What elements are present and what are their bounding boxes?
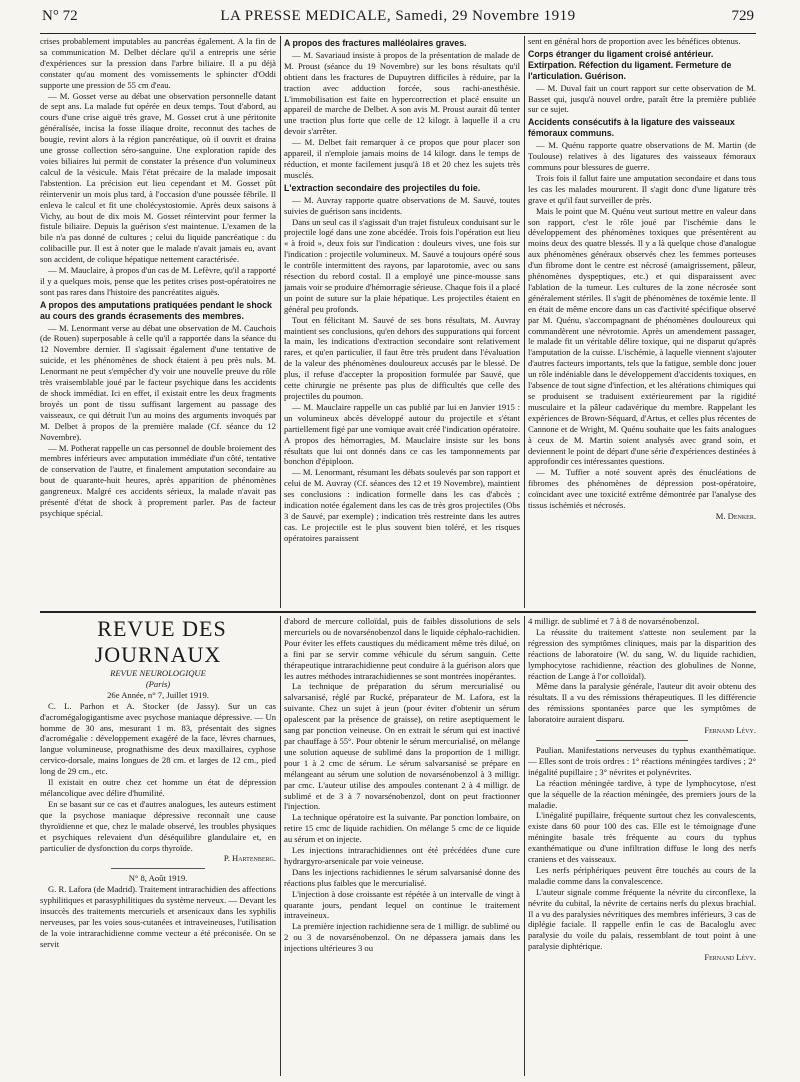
paragraph: Paulian. Manifestations nerveuses du typhus exanthématique. — Elles sont de trois ordres : 1° réactions méningées tardives ; 2° inégalité pupillaire ; 3° névrites et polynévrites.	[528, 744, 756, 777]
author-signature: Fernand Lévy.	[704, 725, 756, 736]
paragraph: C. L. Parhon et A. Stocker (de Jassy). Sur un cas d'acromégalogigantisme avec psychose maniaque dépressive. — Un homme de 30 ans, mesurant 1 m. 83, présentait des signes d'acromégalie : développement exagéré de la face, lèvres charnues, langue volumineuse, prognathisme des deux maxillaires, cyphose cervico-dorsale, mains longues de 28 cm. et larges de 12 cm., pied long de 29 cm., etc.	[40, 700, 276, 777]
paragraph: Il existait en outre chez cet homme un état de dépression mélancolique avec délire d'humilité.	[40, 777, 276, 798]
paragraph: Dans les injections rachidiennes le sérum salvarsanisé donne des réactions plus faibles que le mercurialisé.	[284, 866, 520, 888]
divider	[596, 740, 687, 741]
column-divider	[524, 36, 525, 608]
paragraph: G. R. Lafora (de Madrid). Traitement intrarachidien des affections syphilitiques et parasyphilitiques du système nerveux. — Devant les insuccès des traitements mercuriels et arsenicaux dans les syphilis nerveuses, par les voies sous-cutanées et intraveineuses, l'utilisation de la voie intrarachidienne comme vecteur a été préconisée. On se servit	[40, 884, 276, 949]
section-heading: A propos des amputations pratiquées pendant le shock au cours des grands écrasements des membres.	[40, 299, 272, 321]
paragraph: 4 milligr. de sublimé et 7 à 8 de novarsénobenzol.	[528, 616, 700, 626]
paragraph: — M. Savariaud insiste à propos de la présentation de malade de M. Proust (séance du 19 Novembre) sur les bons résultats qu'il obtient dans les fractures de Dupuytren difficiles à réduire, par la traction avec adduction forcée, sous rachi-anesthésie. L'immobilisation est faite en hypercorrection et placé ensuite un appareil de marche de Delbet. A son avis M. Proust aurait dû tenter une traction plus forte que celle de 12 kilogr. à laquelle il a cru devoir s'arrêter.	[284, 49, 520, 137]
paragraph: L'inégalité pupillaire, fréquente surtout chez les convalescents, existe dans 60 pour 100 des cas. Elle est le témoignage d'une méningite basale très fréquente au cours du typhus exanthématique ou d'une infiltration diffuse le long des nerfs craniens et des vaisseaux.	[528, 810, 756, 865]
header-rule	[40, 33, 756, 34]
page-header	[36, 0, 760, 32]
paragraph: La technique opératoire est la suivante. Par ponction lombaire, on retire 15 cmc de liquide rachidien. On mélange 5 cmc de ce liquide au sérum et on injecte.	[284, 812, 520, 845]
paragraph: L'auteur signale comme fréquente la névrite du circonflexe, la névrite du cubital, la névrite de certains nerfs du plexus brachial. Il a vu des paralysies névritiques des membres inférieurs, 3 cas de diplégie faciale. Il rappelle enfin le cas de Bacaloglu avec paralysie du voile du palais, ressemblant de tout point à une paralysie diphtérique.	[528, 886, 756, 952]
paragraph: — M. Mauclaire rappelle un cas publié par lui en Janvier 1915 : un volumineux abcès développé autour du projectile et s'étant partiellement figé par une vomique avait créé l'indication opératoire. A propos des hémorragies, M. Mauclaire insiste sur les bons résultats que lui ont donnés dans ce cas les tamponnements par bonchon d'épiploon.	[284, 401, 520, 467]
issue-date: 26e Année, n° 7, Juillet 1919.	[107, 689, 209, 700]
paragraph: Trois fois il fallut faire une amputation secondaire et dans tous les cas les malades moururent. Il s'agit donc d'une ligature très grave et qu'il faut surveiller de près.	[528, 172, 756, 205]
lower-column-3	[528, 616, 756, 1076]
column-divider	[280, 36, 281, 608]
author-signature: M. Denker.	[715, 510, 756, 521]
paragraph: — M. Lenormant verse au débat une observation de M. Cauchois (de Rouen) superposable à celle qu'il a rapportée dans la séance du 12 Novembre dernier. Il s'agissait également d'une tentative de suicide, et les phénomènes de shock étaient à peu près nuls. M. Lenormant ne peut s'empêcher d'y voir une nouvelle preuve du rôle très vraisemblable joué par le facteur psychique dans les accidents de shock immédiat. Ici en effet, il existait entre les deux fragments broyés un pont de tissu suffisant largement au passage des vaisseaux, ce qui détruit l'un au moins des arguments invoqués par M. Delbet à propos de la première malade (Cf. séance du 12 Novembre).	[40, 322, 276, 442]
paragraph: La première injection rachidienne sera de 1 milligr. de sublimé ou 2 ou 3 de novarsénobenzol. On ne dépassera jamais dans les injections ultérieures 3 ou	[284, 921, 520, 954]
lower-column-2	[284, 616, 520, 1076]
paragraph: — M. Lenormant, résumant les débats soulevés par son rapport et celui de M. Auvray (Cf. séances des 12 et 19 Novembre), maintient ses conclusions : indication formelle dans les cas d'abcès ; indication notée également dans les cas de très gros projectiles (Obs 3 de Sauvé, par exemple) ; indication très restreinte dans les autres cas. Le projectile est le plus souvent bien toléré, et les risques opératoires paraissent	[284, 467, 520, 543]
paragraph: — M. Quénu rapporte quatre observations de M. Martin (de Toulouse) relatives à des ligatures des vaisseaux fémoraux communs pour blessures de guerre.	[528, 140, 756, 172]
upper-column-2	[284, 36, 520, 608]
paragraph: La technique de préparation du sérum mercurialisé ou salvarsanisé, réglé par Rucké, préparateur de M. Lafora, est la suivante. Chez un sujet à jeun (pour éviter d'obtenir un sérum opalescent par la présence de graisse), on retire aseptiquement le sang par ponction veineuse. On en extrait le sérum qui est inactivé par chauffage à 55°. Pour obtenir le sérum mercurialisé, on mélange une solution aqueuse de sublimé dans la proportion de 1 milligr. pour 1 à 2 cmc de sérum. Le sérum salvarsanisé se prépare en mélangeant au sérum une solution de novarsénobenzol à 3 milligr. par cmc. L'auteur utilise des ampoules contenant 2 à 4 milligr. de sublimé et de 3 à 7 novarsénobenzol, dont on peut fractionner l'injection.	[284, 681, 520, 812]
paragraph: d'abord de mercure colloïdal, puis de faibles dissolutions de sels mercuriels ou de novarsénobenzol dans le liquide céphalo-rachidien. Pour éviter les effets caustiques du médicament même très dilué, on a fini par se servir comme véhicule du sérum sanguin. Cette thérapeutique intrarachidienne peut conduire à la guérison alors que les autres méthodes intrarachidiennes se sont montrées inopérantes.	[284, 616, 520, 681]
paragraph: L'injection à dose croissante est répétée à un intervalle de vingt à quarante jours, pendant lequel on continue le traitement intraveineux.	[284, 888, 520, 921]
column-divider	[524, 616, 525, 1076]
journal-subtitle: REVUE NEUROLOGIQUE	[110, 668, 206, 678]
paragraph: — M. Gosset verse au débat une observation personnelle datant de sept ans. La malade fut opérée en deux temps. Tout d'abord, au cours d'une crise aiguë très grave, M. Gosset crut à une péritonite généralisée, incisa la fosse iliaque droite, reconnut des taches de bougie, revint alors à la région pancréatique, où il ouvrit et draina une grosse collection séro-sanguine. Une exploration rapide des voies biliaires lui permit de constater la présence d'un volumineux calcul de la vésicule. Mais l'état précaire de la malade imposait l'abstention. La précision eut lieu cependant et M. Gosset pût réintervenir un mois plus tard, à l'occasion d'une poussée fébrile. Il enleva le calcul et fit une cholécystostomie. Après deux saisons à Vichy, au bout de dix mois M. Gosset réintervint pour fermer la fistule biliaire. Depuis la guérison s'est maintenue. L'examen de la bile n'a pas donné de cultures ; celui du liquide pancréatique : du colibacille pur. Il est à noter que le malade n'avait jamais eu, avant son accident, de colique hépatique nettement caractérisée.	[40, 90, 276, 265]
section-heading: A propos des fractures malléolaires graves.	[284, 38, 467, 48]
section-heading: Corps étranger du ligament croisé antérieur. Extirpation. Réfection du ligament. Fermeture de l'articulation. Guérison.	[528, 48, 732, 81]
issue-number: N° 72	[42, 8, 78, 24]
paragraph: La réussite du traitement s'atteste non seulement par la régression des symptômes cliniques, mais par la disparition des réactions de laboratoire (W. du sang, W. du liquide rachidien, lymphocytose rachidienne, réaction des globulines de Nonne, réaction de Lange à l'or colloïdal).	[528, 626, 756, 681]
paragraph: Mais le point que M. Quénu veut surtout mettre en valeur dans son rapport, c'est le rôle joué par l'ischémie dans le développement des phénomènes toxiques que présentèrent au moins deux des quatre blessés. Il y a là quelque chose d'analogue aux phénomènes généraux observés chez les femmes porteuses d'un fibrome dont le centre est nécrosé (amaigrissement, pâleur, phénomènes dyspeptiques, etc.) et qui disparaissent avec l'ablation de la tumeur. Les cultures de la zone nécrosée sont généralement stériles. Il s'agit de phénomènes de toxémie lente. Il en était de même encore dans un cas d'activité spécifique observé par M. Quénu, s'accompagnant de phénomènes douloureux qui commandèrent une névrotomie. Après un amendement passager, le malade fit un véritable délire toxique, qui ne disparut qu'après l'amputation de la cuisse. L'ischémie, à laquelle viennent s'ajouter d'autres facteurs importants, tels que la fatigue, semble donc jouer un rôle indéniable dans le développement d'accidents toxiques, en l'absence de tout signe d'infection, et les altérations chimiques qui se produisent se traduisent extérieurement par la rigidité musculaire et la pâleur cadavérique du membre. Rappelant les expériences de Brown-Séquard, d'Artus, et celles plus récentes de Cannone et de Wright, M. Quénu souhaite que les faits analogues à ceux de M. Martin soient analysés avec grand soin, et deviennent le point de départ d'une série d'expériences destinées à approfondir ces intéressantes questions.	[528, 205, 756, 467]
paragraph: — M. Delbet fait remarquer à ce propos que pour placer son appareil, il n'emploie jamais moins de 14 kilogr. dans le temps de réduction, et monte facilement jusqu'à 18 et 20 chez les sujets très musclés.	[284, 137, 520, 180]
upper-column-3	[528, 36, 756, 608]
paragraph: La réaction méningée tardive, à type de lymphocytose, n'est que la séquelle de la réaction méningée, des premiers jours de la maladie.	[528, 777, 756, 810]
column-divider	[280, 616, 281, 1076]
paragraph: — M. Mauclaire, à propos d'un cas de M. Lefèvre, qu'il a rapporté il y a quelques mois, pense que les petites crises post-opératoires ne sont pas rares dans l'histoire des pancréatites aiguës.	[40, 265, 276, 297]
paragraph: Dans un seul cas il s'agissait d'un trajet fistuleux conduisant sur le projectile logé dans une zone abcédée. Trois fois l'opération eut lieu « à froid », deux fois sur l'indication : douleurs vives, une fois sur l'indication : projectile volumineux. M. Sauvé a toujours opéré sous le contrôle intermittent des rayons, par laparotomie, avec ou sans résection du rebord costal. Il a employé une pince-mousse sans jamais voir se produire d'hémorragie sérieuse. Chaque fois il a placé un point de suture sur la plaie hépatique. Les projectiles étaient en général peu profonds.	[284, 216, 520, 314]
page-number: 729	[731, 8, 754, 24]
paragraph: sent en général hors de proportion avec les bénéfices obtenus.	[528, 36, 741, 46]
paragraph: En se basant sur ce cas et d'autres analogues, les auteurs estiment que la psychose maniaque dépressive reconnaît une cause thyroïdienne et que, chez le malade observé, les troubles physiques et psychiques relevaient d'un déséquilibre glandulaire et, en particulier de dysfonction du corps thyroïde.	[40, 798, 276, 853]
divider	[111, 868, 205, 869]
journal-title: LA PRESSE MEDICALE, Samedi, 29 Novembre 1919	[220, 8, 576, 24]
lower-column-1	[40, 616, 276, 1076]
paragraph: Les nerfs périphériques peuvent être touchés au cours de la maladie comme dans la convalescence.	[528, 864, 756, 886]
paragraph: Les injections intrarachidiennes ont été précédées d'une cure hydrargyro-arsenicale par voie veineuse.	[284, 845, 520, 866]
paragraph: — M. Duval fait un court rapport sur cette observation de M. Basset qui, jusqu'à nouvel ordre, paraît être la première publiée sur ce sujet.	[528, 82, 756, 115]
paragraph: — M. Auvray rapporte quatre observations de M. Sauvé, toutes suivies de guérison sans incidents.	[284, 194, 520, 216]
upper-column-1	[40, 36, 276, 608]
issue-date: N° 8, Août 1919.	[128, 873, 188, 884]
section-rule	[40, 611, 756, 613]
author-signature: Fernand Lévy.	[704, 952, 756, 963]
section-heading: L'extraction secondaire des projectiles du foie.	[284, 182, 481, 193]
section-heading: Accidents consécutifs à la ligature des vaisseaux fémoraux communs.	[528, 117, 735, 139]
paragraph: Tout en félicitant M. Sauvé de ses bons résultats, M. Auvray maintient ses conclusions, qu'en dehors des suppurations qui forcent la main, les indications d'extraction secondaire sont relativement rares, et qu'en particulier, il faut être très prudent dans l'évaluation de la valeur des phénomènes douloureux accusés par le blessé. De plus, il refuse d'accepter la proposition formulée par Sauvé, que cette chirurgie ne présente pas plus de difficultés que celle des projectiles du poumon.	[284, 314, 520, 401]
author-signature: P. Hartenberg.	[223, 853, 276, 864]
paragraph: — M. Tuffier a noté souvent après des énucléations de fibromes des phénomènes de dépression post-opératoire, coïncidant avec une toxicité extrême démontrée par l'analyse des tissus ischémiés et nécrosés.	[528, 467, 756, 511]
paragraph: Même dans la paralysie générale, l'auteur dit avoir obtenu des résultats. Il a vu des rémissions thérapeutiques. Il les différencie des rémissions spontanées parce que les symptômes de laboratoire auraient disparu.	[528, 681, 756, 725]
paragraph: — M. Potherat rappelle un cas personnel de double broiement des membres inférieurs avec amputation immédiate d'un côté, tentative de conservation de l'autre, et finalement amputation secondaire au bout de quarante-huit heures, après apparition de phénomènes gangreneux. Malgré ces accidents sérieux, la malade n'avait pas présenté d'état de shock à proprement parler. Pas de facteur psychique spécial.	[40, 442, 276, 518]
journal-place: (Paris)	[145, 678, 171, 689]
paragraph: crises probablement imputables au pancréas également. A la fin de sa communication M. Delbet déclare qu'il a entrepris une série d'expériences sur la pression dans l'arbre biliaire. Il a pu déjà constater qu'au moment des vomissements le sphincter d'Oddi supporte une pression de 55 cm d'eau.	[40, 36, 276, 90]
revue-title: REVUE DES JOURNAUX	[94, 616, 227, 667]
